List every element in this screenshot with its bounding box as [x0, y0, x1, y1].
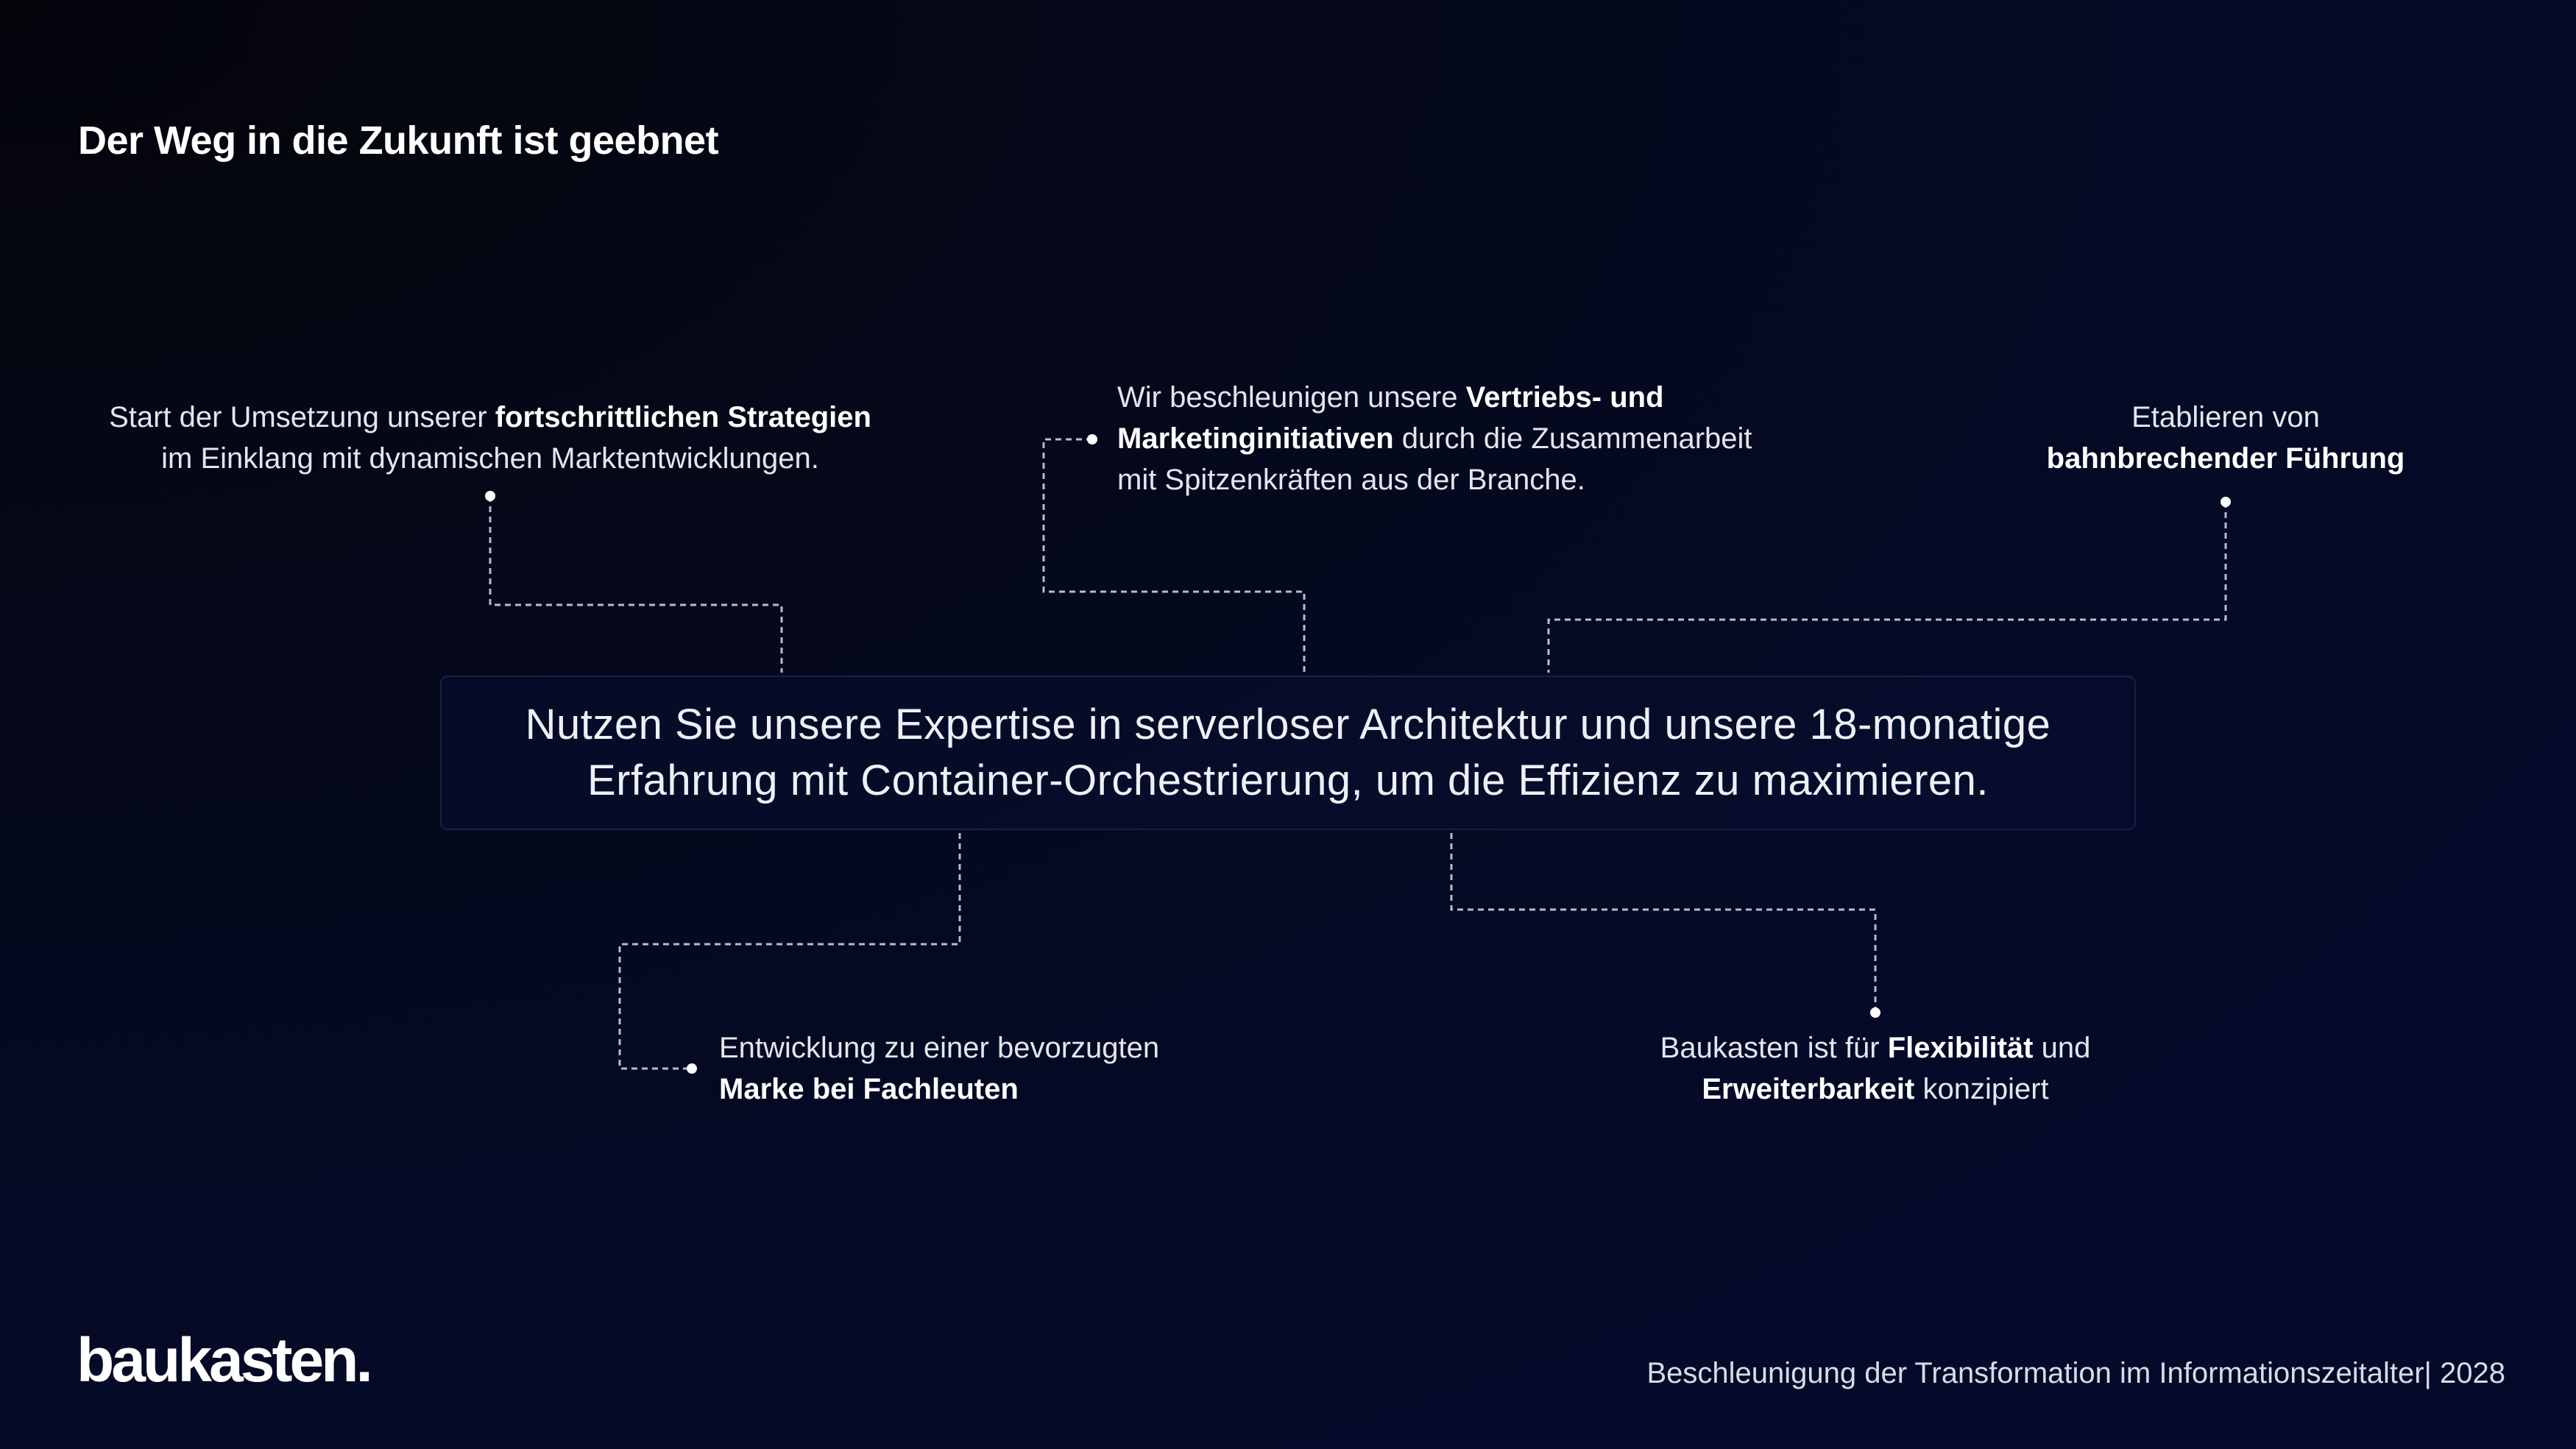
connector-dot-2	[1087, 434, 1097, 444]
callout-sales-line3: mit Spitzenkräften aus der Branche.	[1117, 464, 1585, 496]
callout-leadership-line1: Etablieren von	[2131, 401, 2320, 433]
footer-caption: Beschleunigung der Transformation im Informationszeitalter| 2028	[1646, 1357, 2505, 1389]
callout-sales	[1117, 377, 1927, 500]
callout-sales-line1: Wir beschleunigen unsere Vertriebs- und	[1117, 381, 1664, 414]
main-statement-box	[440, 676, 2136, 830]
main-statement-line2: Erfahrung mit Container-Orchestrierung, um die Effizienz zu maximieren.	[587, 757, 1989, 804]
callout-strategy-line2: im Einklang mit dynamischen Marktentwicklungen.	[161, 442, 819, 475]
callout-brand-line2: Marke bei Fachleuten	[719, 1073, 1019, 1105]
connector-dot-5	[1870, 1007, 1880, 1018]
main-statement-line1: Nutzen Sie unsere Expertise in serverloser Architektur und unsere 18-monatige	[525, 701, 2051, 748]
callout-flexibility-line2: Erweiterbarkeit konzipiert	[1702, 1073, 2049, 1105]
connector-dot-1	[485, 491, 495, 501]
callout-leadership-line2: bahnbrechender Führung	[2046, 442, 2405, 475]
callout-flexibility	[1544, 1027, 2207, 1110]
callout-strategy-line1: Start der Umsetzung unserer fortschrittlichen Strategien	[109, 401, 871, 433]
connector-dot-4	[687, 1063, 697, 1074]
connector-3	[1549, 502, 2226, 673]
brand-logo: baukasten.	[77, 1325, 370, 1395]
connector-dot-3	[2221, 497, 2231, 507]
callout-brand	[719, 1027, 1381, 1110]
callout-flexibility-line1: Baukasten ist für Flexibilität und	[1660, 1032, 2091, 1064]
connector-1	[490, 496, 782, 673]
callout-leadership	[1931, 397, 2520, 479]
connector-5	[1451, 833, 1875, 1013]
callout-strategy	[49, 397, 932, 479]
callout-sales-line2: Marketinginitiativen durch die Zusammenarbeit	[1117, 422, 1752, 455]
slide-title: Der Weg in die Zukunft ist geebnet	[78, 118, 719, 163]
main-statement	[526, 697, 2051, 809]
callout-brand-line1: Entwicklung zu einer bevorzugten	[719, 1032, 1160, 1064]
